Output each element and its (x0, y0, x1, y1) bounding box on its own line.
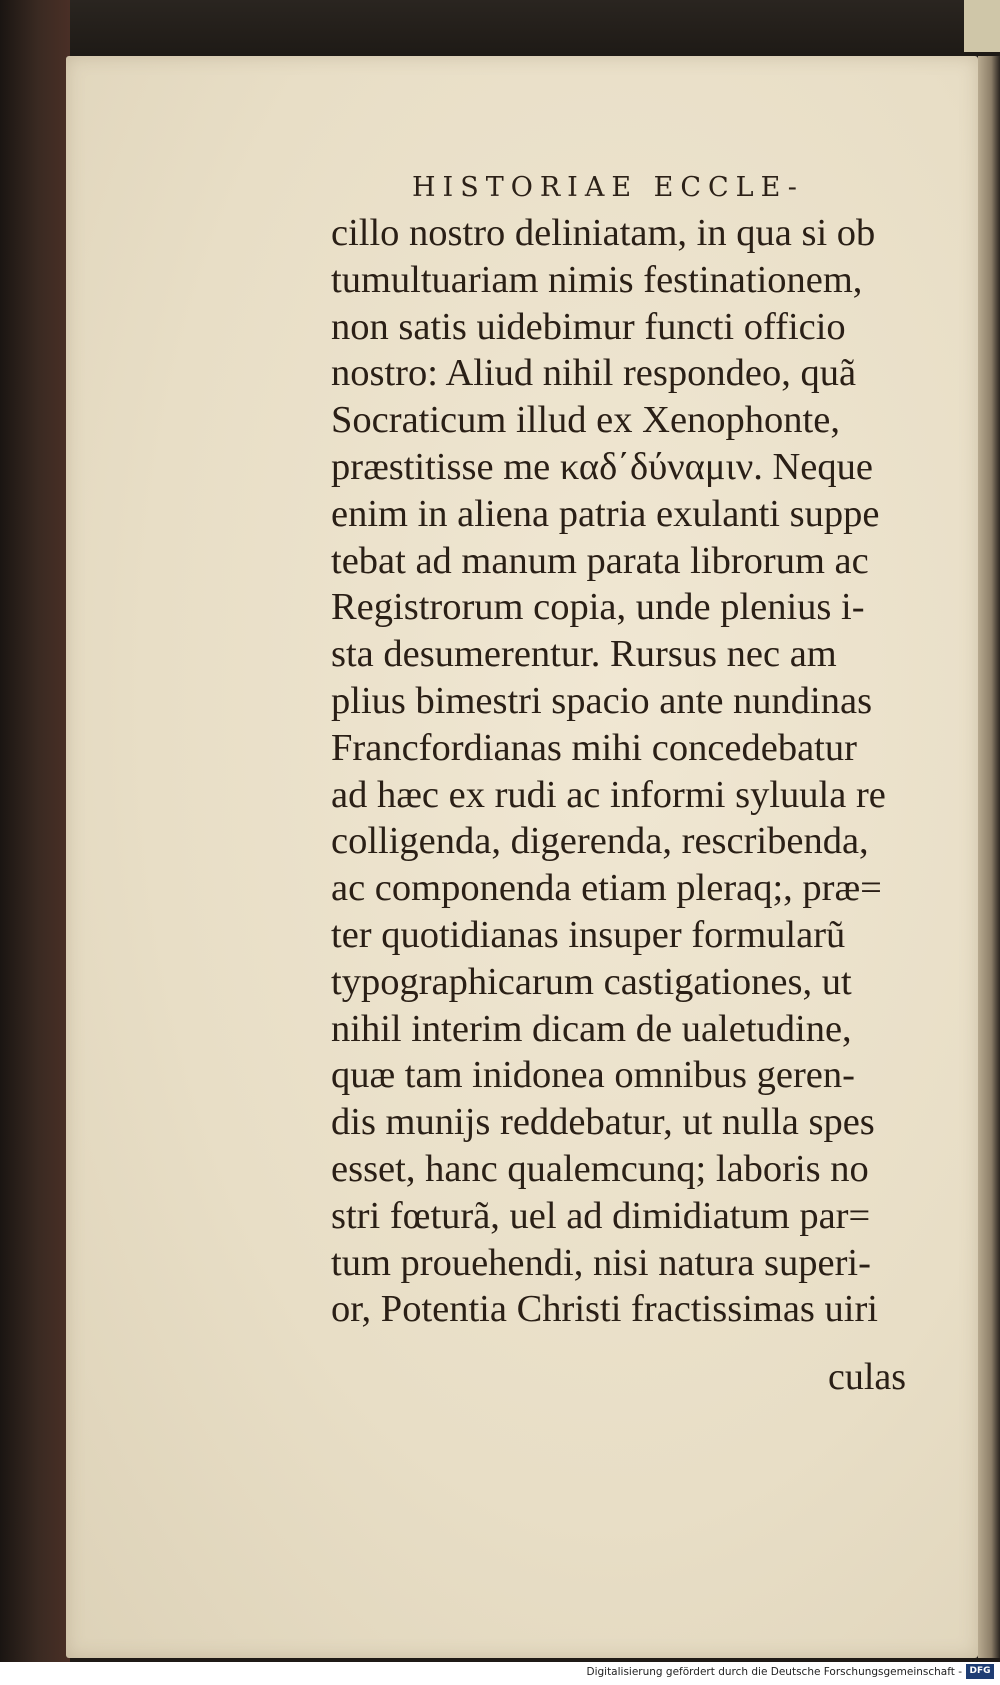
text-line: non satis uidebimur functi officio (331, 305, 846, 348)
text-line: esset, hanc qualemcunq; laboris no (331, 1147, 869, 1190)
running-header: HISTORIAE ECCLE- (412, 172, 804, 203)
text-line: typographicarum castigationes, ut (331, 960, 852, 1003)
page-edge (978, 56, 1000, 1658)
body-text (331, 210, 971, 1333)
catchword: culas (828, 1356, 907, 1398)
text-line: stri fœturã, uel ad dimidiatum par= (331, 1194, 871, 1237)
text-line: tum prouehendi, nisi natura superi- (331, 1241, 871, 1284)
text-line: ter quotidianas insuper formularũ (331, 913, 846, 956)
text-line: cillo nostro deliniatam, in qua si ob (331, 212, 876, 254)
text-line: enim in aliena patria exulanti suppe (331, 492, 880, 535)
funding-credit: Digitalisierung gefördert durch die Deutsche Forschungsgemeinschaft - (586, 1666, 962, 1678)
dfg-logo-icon: DFG (966, 1664, 994, 1679)
text-line: nihil interim dicam de ualetudine, (331, 1007, 852, 1050)
scan-corner (964, 0, 1000, 52)
text-line: ac componenda etiam pleraq;, præ= (331, 867, 882, 910)
text-line: tumultuariam nimis festinationem, (331, 258, 863, 301)
text-line: Francfordianas mihi concedebatur (331, 726, 857, 769)
text-line: quæ tam inidonea omnibus geren- (331, 1054, 855, 1097)
text-line: nostro: Aliud nihil respondeo, quã (331, 352, 857, 395)
text-line: colligenda, digerenda, rescribenda, (331, 820, 869, 863)
text-line: Registrorum copia, unde plenius i- (331, 586, 865, 629)
scan-background-top (0, 0, 1000, 60)
text-line: sta desumerentur. Rursus nec am (331, 633, 837, 676)
text-line: Socraticum illud ex Xenophonte, (331, 399, 840, 442)
text-line: dis munijs reddebatur, ut nulla spes (331, 1101, 875, 1144)
text-line: præstitisse me καδ΄δύναμιν. Neque (331, 445, 873, 488)
book-spine-edge (0, 0, 70, 1685)
text-line: tebat ad manum parata librorum ac (331, 539, 869, 582)
text-line: plius bimestri spacio ante nundinas (331, 679, 873, 722)
text-line: or, Potentia Christi fractissimas uiri (331, 1288, 879, 1331)
text-line: ad hæc ex rudi ac informi syluula re (331, 773, 886, 816)
